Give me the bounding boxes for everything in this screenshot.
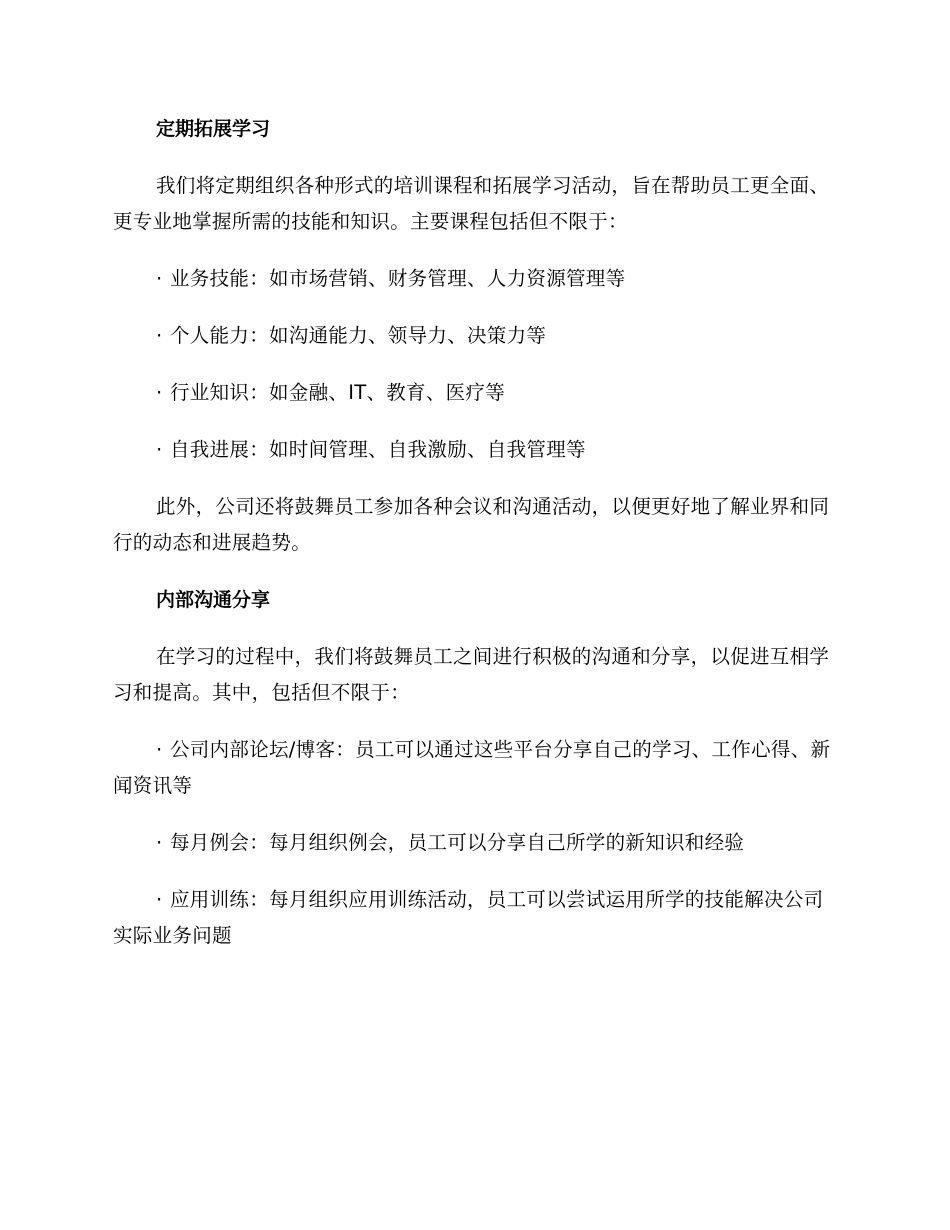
bullet-text: 每月例会：每月组织例会，员工可以分享自己所学的新知识和经验	[170, 831, 745, 854]
bullet-text: 应用训练：每月组织应用训练活动，员工可以尝试运用所学的技能解决公司实际业务问题	[113, 888, 824, 947]
bullet-marker: ·	[156, 738, 163, 761]
bullet-item-industry-knowledge	[113, 375, 833, 411]
bullet-marker: ·	[156, 831, 163, 854]
bullet-marker: ·	[156, 438, 163, 461]
document-body	[113, 111, 833, 975]
bullet-item-applied-training	[113, 882, 833, 954]
bullet-marker: ·	[156, 888, 163, 911]
bullet-marker: ·	[156, 324, 163, 347]
bullet-marker: ·	[156, 381, 163, 404]
bullet-text: 自我进展：如时间管理、自我激励、自我管理等	[170, 438, 586, 461]
training-closing-paragraph: 此外，公司还将鼓舞员工参加各种会议和沟通活动，以便更好地了解业界和同行的动态和进展趋势。	[113, 495, 830, 554]
section-heading-training: 定期拓展学习	[156, 118, 271, 140]
section-heading-sharing: 内部沟通分享	[156, 589, 271, 611]
bullet-text: 个人能力：如沟通能力、领导力、决策力等	[170, 324, 547, 347]
bullet-item-monthly-meeting	[113, 825, 833, 861]
bullet-text: 业务技能：如市场营销、财务管理、人力资源管理等	[170, 267, 626, 290]
bullet-item-personal-ability	[113, 318, 833, 354]
bullet-item-self-development	[113, 432, 833, 468]
training-intro-paragraph: 我们将定期组织各种形式的培训课程和拓展学习活动，旨在帮助员工更全面、更专业地掌握所需的技能和知识。主要课程包括但不限于：	[113, 174, 830, 233]
bullet-text: 公司内部论坛/博客：员工可以通过这些平台分享自己的学习、工作心得、新闻资讯等	[113, 738, 831, 797]
sharing-intro-paragraph: 在学习的过程中，我们将鼓舞员工之间进行积极的沟通和分享，以促进互相学习和提高。其中，包括但不限于：	[113, 645, 830, 704]
bullet-item-business-skills	[113, 261, 833, 297]
bullet-item-forum-blog	[113, 732, 833, 804]
bullet-text: 行业知识：如金融、IT、教育、医疗等	[170, 381, 506, 404]
bullet-marker: ·	[156, 267, 163, 290]
